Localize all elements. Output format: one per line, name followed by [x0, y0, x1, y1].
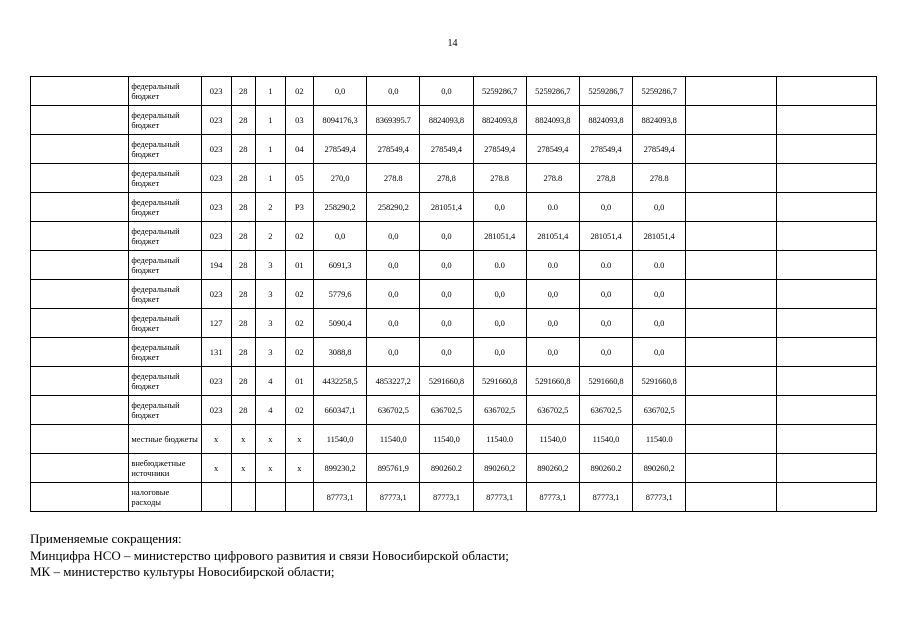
- executor-cell: [686, 396, 776, 425]
- note-item-mk: МК – министерство культуры Новосибирской области;: [30, 564, 335, 579]
- amount-cell: 3088,8: [313, 338, 366, 367]
- grbs-code-cell: 023: [201, 222, 231, 251]
- note-item-mincifra: Минцифра НСО – министерство цифрового развития и связи Новосибирской области;: [30, 547, 509, 563]
- amount-cell: 0,0: [367, 77, 420, 106]
- table-row: [31, 251, 877, 280]
- funding-source-cell: федеральный бюджет: [129, 251, 201, 280]
- result-cell: [776, 396, 876, 425]
- amount-cell: 278549,4: [473, 135, 526, 164]
- amount-cell: 8824093,8: [526, 106, 579, 135]
- executor-cell: [686, 222, 776, 251]
- executor-cell: [686, 106, 776, 135]
- goal-cell: [31, 396, 129, 425]
- executor-cell: [686, 309, 776, 338]
- goal-cell: [31, 367, 129, 396]
- amount-cell: 11540.0: [633, 425, 686, 454]
- amount-cell: 258290,2: [367, 193, 420, 222]
- measure-code-cell: 03: [285, 106, 313, 135]
- funding-source-cell: федеральный бюджет: [129, 222, 201, 251]
- amount-cell: 8824093,8: [473, 106, 526, 135]
- subprogram-code-cell: х: [255, 425, 285, 454]
- program-code-cell: 28: [231, 164, 255, 193]
- subprogram-code-cell: 1: [255, 135, 285, 164]
- goal-cell: [31, 425, 129, 454]
- executor-cell: [686, 338, 776, 367]
- result-cell: [776, 425, 876, 454]
- amount-cell: 890260,2: [526, 454, 579, 483]
- amount-cell: 87773,1: [633, 483, 686, 512]
- budget-table: [30, 76, 877, 512]
- amount-cell: 11540,0: [420, 425, 473, 454]
- amount-cell: 270,0: [313, 164, 366, 193]
- funding-source-cell: федеральный бюджет: [129, 164, 201, 193]
- program-code-cell: 28: [231, 106, 255, 135]
- amount-cell: 0,0: [420, 251, 473, 280]
- amount-cell: 4432258,5: [313, 367, 366, 396]
- amount-cell: 87773,1: [473, 483, 526, 512]
- amount-cell: 87773,1: [367, 483, 420, 512]
- program-code-cell: 28: [231, 367, 255, 396]
- table-body: [31, 77, 877, 512]
- amount-cell: 87773,1: [579, 483, 632, 512]
- amount-cell: 258290,2: [313, 193, 366, 222]
- measure-code-cell: 05: [285, 164, 313, 193]
- amount-cell: 0,0: [526, 280, 579, 309]
- amount-cell: 87773,1: [420, 483, 473, 512]
- subprogram-code-cell: 3: [255, 309, 285, 338]
- amount-cell: 278.8: [473, 164, 526, 193]
- executor-cell: [686, 425, 776, 454]
- amount-cell: 890260.2: [579, 454, 632, 483]
- grbs-code-cell: х: [201, 425, 231, 454]
- grbs-code-cell: 127: [201, 309, 231, 338]
- amount-cell: 278549,4: [526, 135, 579, 164]
- goal-cell: [31, 280, 129, 309]
- amount-cell: 11540.0: [473, 425, 526, 454]
- executor-cell: [686, 135, 776, 164]
- program-code-cell: 28: [231, 193, 255, 222]
- amount-cell: 8369395.7: [367, 106, 420, 135]
- program-code-cell: 28: [231, 251, 255, 280]
- table-row: [31, 280, 877, 309]
- goal-cell: [31, 77, 129, 106]
- measure-code-cell: 02: [285, 280, 313, 309]
- amount-cell: 0,0: [473, 309, 526, 338]
- grbs-code-cell: 023: [201, 367, 231, 396]
- measure-code-cell: 02: [285, 309, 313, 338]
- result-cell: [776, 106, 876, 135]
- subprogram-code-cell: 2: [255, 222, 285, 251]
- amount-cell: 11540,0: [579, 425, 632, 454]
- funding-source-cell: федеральный бюджет: [129, 193, 201, 222]
- goal-cell: [31, 338, 129, 367]
- program-code-cell: 28: [231, 135, 255, 164]
- program-code-cell: [231, 483, 255, 512]
- table-row: [31, 483, 877, 512]
- amount-cell: 8824093,8: [420, 106, 473, 135]
- funding-source-cell: налоговые расходы: [129, 483, 201, 512]
- amount-cell: 5779,6: [313, 280, 366, 309]
- amount-cell: 8094176,3: [313, 106, 366, 135]
- amount-cell: 4853227,2: [367, 367, 420, 396]
- funding-source-cell: федеральный бюджет: [129, 309, 201, 338]
- amount-cell: 0.0: [579, 251, 632, 280]
- subprogram-code-cell: 1: [255, 106, 285, 135]
- amount-cell: 281051,4: [579, 222, 632, 251]
- table-row: [31, 396, 877, 425]
- goal-cell: [31, 164, 129, 193]
- funding-source-cell: федеральный бюджет: [129, 77, 201, 106]
- program-code-cell: х: [231, 454, 255, 483]
- measure-code-cell: х: [285, 454, 313, 483]
- result-cell: [776, 454, 876, 483]
- amount-cell: 5259286,7: [473, 77, 526, 106]
- amount-cell: 890260.2: [420, 454, 473, 483]
- amount-cell: 87773,1: [526, 483, 579, 512]
- amount-cell: 0.0: [633, 251, 686, 280]
- program-code-cell: 28: [231, 222, 255, 251]
- table-row: [31, 77, 877, 106]
- amount-cell: 636702,5: [579, 396, 632, 425]
- funding-source-cell: федеральный бюджет: [129, 338, 201, 367]
- amount-cell: 0,0: [633, 309, 686, 338]
- subprogram-code-cell: 3: [255, 251, 285, 280]
- measure-code-cell: 02: [285, 77, 313, 106]
- executor-cell: [686, 164, 776, 193]
- amount-cell: 636702,5: [420, 396, 473, 425]
- result-cell: [776, 251, 876, 280]
- measure-code-cell: 04: [285, 135, 313, 164]
- amount-cell: 0,0: [526, 309, 579, 338]
- goal-cell: [31, 309, 129, 338]
- amount-cell: 5090,4: [313, 309, 366, 338]
- amount-cell: 636702,5: [473, 396, 526, 425]
- amount-cell: 890260,2: [473, 454, 526, 483]
- measure-code-cell: Р3: [285, 193, 313, 222]
- subprogram-code-cell: 2: [255, 193, 285, 222]
- amount-cell: 636702,5: [367, 396, 420, 425]
- amount-cell: 0,0: [420, 309, 473, 338]
- amount-cell: 0,0: [633, 193, 686, 222]
- amount-cell: 0,0: [579, 280, 632, 309]
- funding-source-cell: федеральный бюджет: [129, 280, 201, 309]
- table-row: [31, 135, 877, 164]
- amount-cell: 6091,3: [313, 251, 366, 280]
- amount-cell: 0,0: [473, 193, 526, 222]
- amount-cell: 5291660,8: [633, 367, 686, 396]
- amount-cell: 278549,4: [579, 135, 632, 164]
- amount-cell: 0,0: [526, 338, 579, 367]
- amount-cell: 5291660,8: [579, 367, 632, 396]
- table-row: [31, 222, 877, 251]
- executor-cell: [686, 77, 776, 106]
- program-code-cell: 28: [231, 309, 255, 338]
- measure-code-cell: 02: [285, 222, 313, 251]
- grbs-code-cell: 023: [201, 280, 231, 309]
- subprogram-code-cell: 3: [255, 280, 285, 309]
- subprogram-code-cell: [255, 483, 285, 512]
- table-row: [31, 193, 877, 222]
- executor-cell: [686, 193, 776, 222]
- amount-cell: 278,8: [579, 164, 632, 193]
- grbs-code-cell: 023: [201, 164, 231, 193]
- executor-cell: [686, 367, 776, 396]
- grbs-code-cell: 023: [201, 77, 231, 106]
- grbs-code-cell: 023: [201, 135, 231, 164]
- amount-cell: 0,0: [473, 280, 526, 309]
- amount-cell: 5291660,8: [526, 367, 579, 396]
- amount-cell: 278549,4: [633, 135, 686, 164]
- amount-cell: 278549,4: [420, 135, 473, 164]
- subprogram-code-cell: х: [255, 454, 285, 483]
- amount-cell: 0,0: [420, 77, 473, 106]
- goal-cell: [31, 193, 129, 222]
- amount-cell: 5291660,8: [420, 367, 473, 396]
- funding-source-cell: федеральный бюджет: [129, 367, 201, 396]
- amount-cell: 278.8: [633, 164, 686, 193]
- amount-cell: 0.0: [526, 251, 579, 280]
- amount-cell: 636702,5: [526, 396, 579, 425]
- amount-cell: 0,0: [313, 222, 366, 251]
- program-code-cell: 28: [231, 338, 255, 367]
- amount-cell: 5259286,7: [579, 77, 632, 106]
- measure-code-cell: х: [285, 425, 313, 454]
- amount-cell: 0,0: [579, 338, 632, 367]
- amount-cell: 0,0: [579, 309, 632, 338]
- amount-cell: 0,0: [367, 280, 420, 309]
- amount-cell: 0.0: [526, 193, 579, 222]
- amount-cell: 660347,1: [313, 396, 366, 425]
- funding-source-cell: федеральный бюджет: [129, 396, 201, 425]
- amount-cell: 278.8: [367, 164, 420, 193]
- goal-cell: [31, 251, 129, 280]
- program-code-cell: 28: [231, 396, 255, 425]
- grbs-code-cell: 023: [201, 106, 231, 135]
- grbs-code-cell: 131: [201, 338, 231, 367]
- amount-cell: 8824093,8: [579, 106, 632, 135]
- result-cell: [776, 164, 876, 193]
- executor-cell: [686, 454, 776, 483]
- result-cell: [776, 135, 876, 164]
- table-row: [31, 309, 877, 338]
- table-row: [31, 106, 877, 135]
- amount-cell: 11540,0: [367, 425, 420, 454]
- goal-cell: [31, 135, 129, 164]
- executor-cell: [686, 483, 776, 512]
- amount-cell: 278.8: [526, 164, 579, 193]
- funding-source-cell: местные бюджеты: [129, 425, 201, 454]
- table-row: [31, 164, 877, 193]
- program-code-cell: 28: [231, 280, 255, 309]
- amount-cell: 0,0: [420, 280, 473, 309]
- measure-code-cell: 02: [285, 396, 313, 425]
- funding-source-cell: федеральный бюджет: [129, 106, 201, 135]
- grbs-code-cell: 023: [201, 396, 231, 425]
- amount-cell: 281051,4: [420, 193, 473, 222]
- table-row: [31, 454, 877, 483]
- table-row: [31, 367, 877, 396]
- amount-cell: 0,0: [420, 222, 473, 251]
- result-cell: [776, 280, 876, 309]
- measure-code-cell: 01: [285, 251, 313, 280]
- amount-cell: 281051,4: [526, 222, 579, 251]
- program-code-cell: 28: [231, 77, 255, 106]
- amount-cell: 0,0: [367, 338, 420, 367]
- amount-cell: 0,0: [367, 222, 420, 251]
- amount-cell: 278549,4: [313, 135, 366, 164]
- amount-cell: 5259286,7: [526, 77, 579, 106]
- goal-cell: [31, 483, 129, 512]
- amount-cell: 87773,1: [313, 483, 366, 512]
- amount-cell: 0,0: [473, 338, 526, 367]
- amount-cell: 0,0: [367, 309, 420, 338]
- grbs-code-cell: [201, 483, 231, 512]
- grbs-code-cell: х: [201, 454, 231, 483]
- amount-cell: 281051,4: [473, 222, 526, 251]
- amount-cell: 5291660,8: [473, 367, 526, 396]
- amount-cell: 890260,2: [633, 454, 686, 483]
- measure-code-cell: [285, 483, 313, 512]
- amount-cell: 278,8: [420, 164, 473, 193]
- abbreviations-notes: [30, 531, 509, 581]
- grbs-code-cell: 023: [201, 193, 231, 222]
- funding-source-cell: внебюджетные источники: [129, 454, 201, 483]
- subprogram-code-cell: 1: [255, 164, 285, 193]
- amount-cell: 278549,4: [367, 135, 420, 164]
- executor-cell: [686, 251, 776, 280]
- amount-cell: 8824093,8: [633, 106, 686, 135]
- table-row: [31, 338, 877, 367]
- amount-cell: 0,0: [633, 338, 686, 367]
- result-cell: [776, 193, 876, 222]
- amount-cell: 0,0: [420, 338, 473, 367]
- amount-cell: 11540,0: [313, 425, 366, 454]
- amount-cell: 11540,0: [526, 425, 579, 454]
- amount-cell: 0,0: [367, 251, 420, 280]
- result-cell: [776, 77, 876, 106]
- subprogram-code-cell: 4: [255, 396, 285, 425]
- amount-cell: 895761,9: [367, 454, 420, 483]
- measure-code-cell: 01: [285, 367, 313, 396]
- subprogram-code-cell: 4: [255, 367, 285, 396]
- amount-cell: 899230,2: [313, 454, 366, 483]
- executor-cell: [686, 280, 776, 309]
- result-cell: [776, 309, 876, 338]
- goal-cell: [31, 454, 129, 483]
- amount-cell: 0,0: [313, 77, 366, 106]
- amount-cell: 0.0: [473, 251, 526, 280]
- table-row: [31, 425, 877, 454]
- page-number: 14: [447, 38, 458, 49]
- result-cell: [776, 222, 876, 251]
- result-cell: [776, 338, 876, 367]
- subprogram-code-cell: 3: [255, 338, 285, 367]
- program-code-cell: х: [231, 425, 255, 454]
- subprogram-code-cell: 1: [255, 77, 285, 106]
- amount-cell: 281051,4: [633, 222, 686, 251]
- goal-cell: [31, 106, 129, 135]
- result-cell: [776, 483, 876, 512]
- result-cell: [776, 367, 876, 396]
- amount-cell: 5259286,7: [633, 77, 686, 106]
- measure-code-cell: 02: [285, 338, 313, 367]
- funding-source-cell: федеральный бюджет: [129, 135, 201, 164]
- grbs-code-cell: 194: [201, 251, 231, 280]
- amount-cell: 0,0: [633, 280, 686, 309]
- amount-cell: 636702,5: [633, 396, 686, 425]
- amount-cell: 0,0: [579, 193, 632, 222]
- notes-heading: Применяемые сокращения:: [30, 531, 182, 546]
- goal-cell: [31, 222, 129, 251]
